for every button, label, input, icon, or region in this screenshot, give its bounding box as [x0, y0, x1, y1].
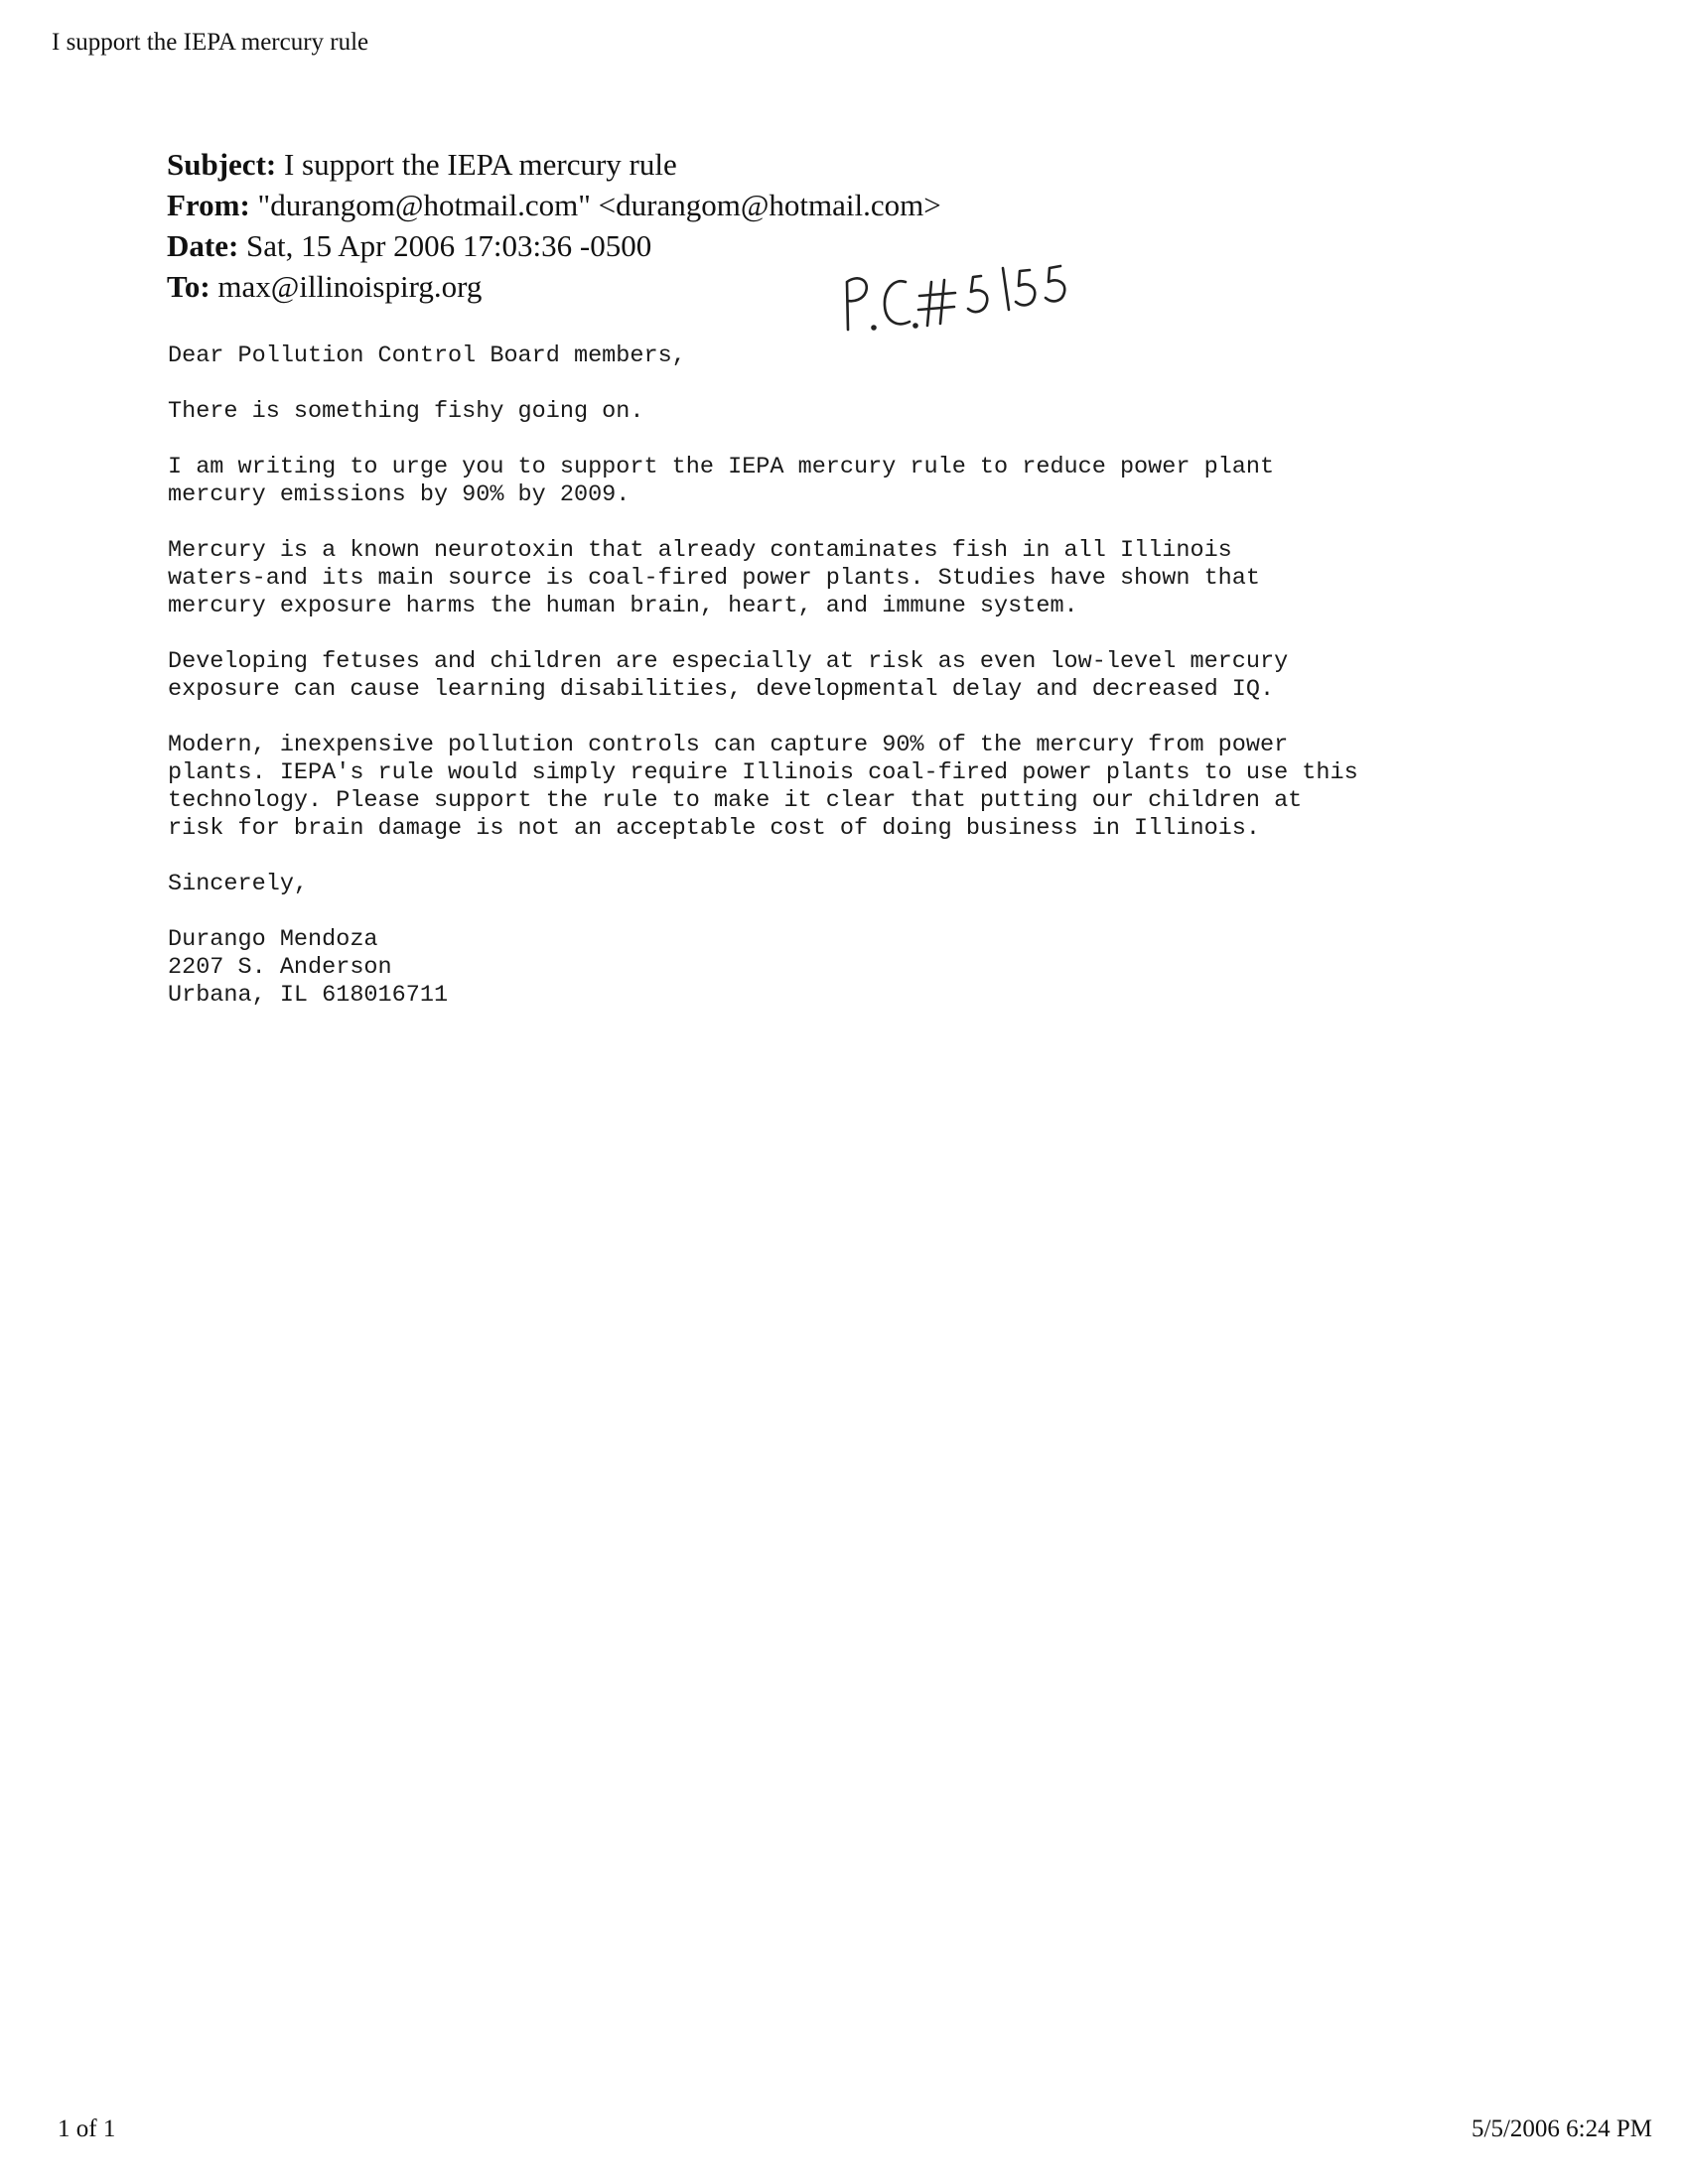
date-value: Sat, 15 Apr 2006 17:03:36 -0500: [246, 228, 652, 263]
handwritten-pc-number: [844, 260, 1082, 340]
signature-name: Durango Mendoza: [168, 926, 378, 953]
page-number: 1 of 1: [58, 2116, 116, 2142]
signature-address-line1: 2207 S. Anderson: [168, 954, 392, 981]
date-label: Date:: [167, 228, 239, 263]
email-body: [168, 342, 1578, 1010]
subject-row: [167, 144, 1160, 185]
salutation: Dear Pollution Control Board members,: [168, 342, 686, 369]
from-label: From:: [167, 188, 250, 222]
subject-value: I support the IEPA mercury rule: [283, 147, 677, 182]
signature-block: [168, 926, 1578, 1010]
to-value: max@illinoispirg.org: [217, 269, 483, 304]
body-paragraph: Mercury is a known neurotoxin that already contaminates fish in all Illinois waters-and its main source is coal-fired power plants. Studies have shown that mercury exposure harms the human brain, heart, and immune system.: [168, 537, 1260, 619]
closing: Sincerely,: [168, 871, 309, 897]
to-label: To:: [167, 269, 210, 304]
from-row: [167, 185, 1160, 225]
from-value: "durangom@hotmail.com" <durangom@hotmail.com>: [257, 188, 941, 222]
body-paragraph: Developing fetuses and children are especially at risk as even low-level mercury exposure can cause learning disabilities, developmental delay and decreased IQ.: [168, 648, 1289, 703]
body-paragraph: There is something fishy going on.: [168, 398, 644, 425]
signature-address-line2: Urbana, IL 618016711: [168, 982, 449, 1009]
printed-timestamp: 5/5/2006 6:24 PM: [1472, 2116, 1652, 2142]
body-paragraph: Modern, inexpensive pollution controls can capture 90% of the mercury from power plants. IEPA's rule would simply require Illinois coal-fired power plants to use this technology. Please support the rule to make it clear that putting our children at risk for brain damage is not an acceptable cost of doing business in Illinois.: [168, 732, 1358, 842]
page-header-title: I support the IEPA mercury rule: [52, 29, 369, 56]
subject-label: Subject:: [167, 147, 277, 182]
body-paragraph: I am writing to urge you to support the IEPA mercury rule to reduce power plant mercury emissions by 90% by 2009.: [168, 454, 1275, 508]
